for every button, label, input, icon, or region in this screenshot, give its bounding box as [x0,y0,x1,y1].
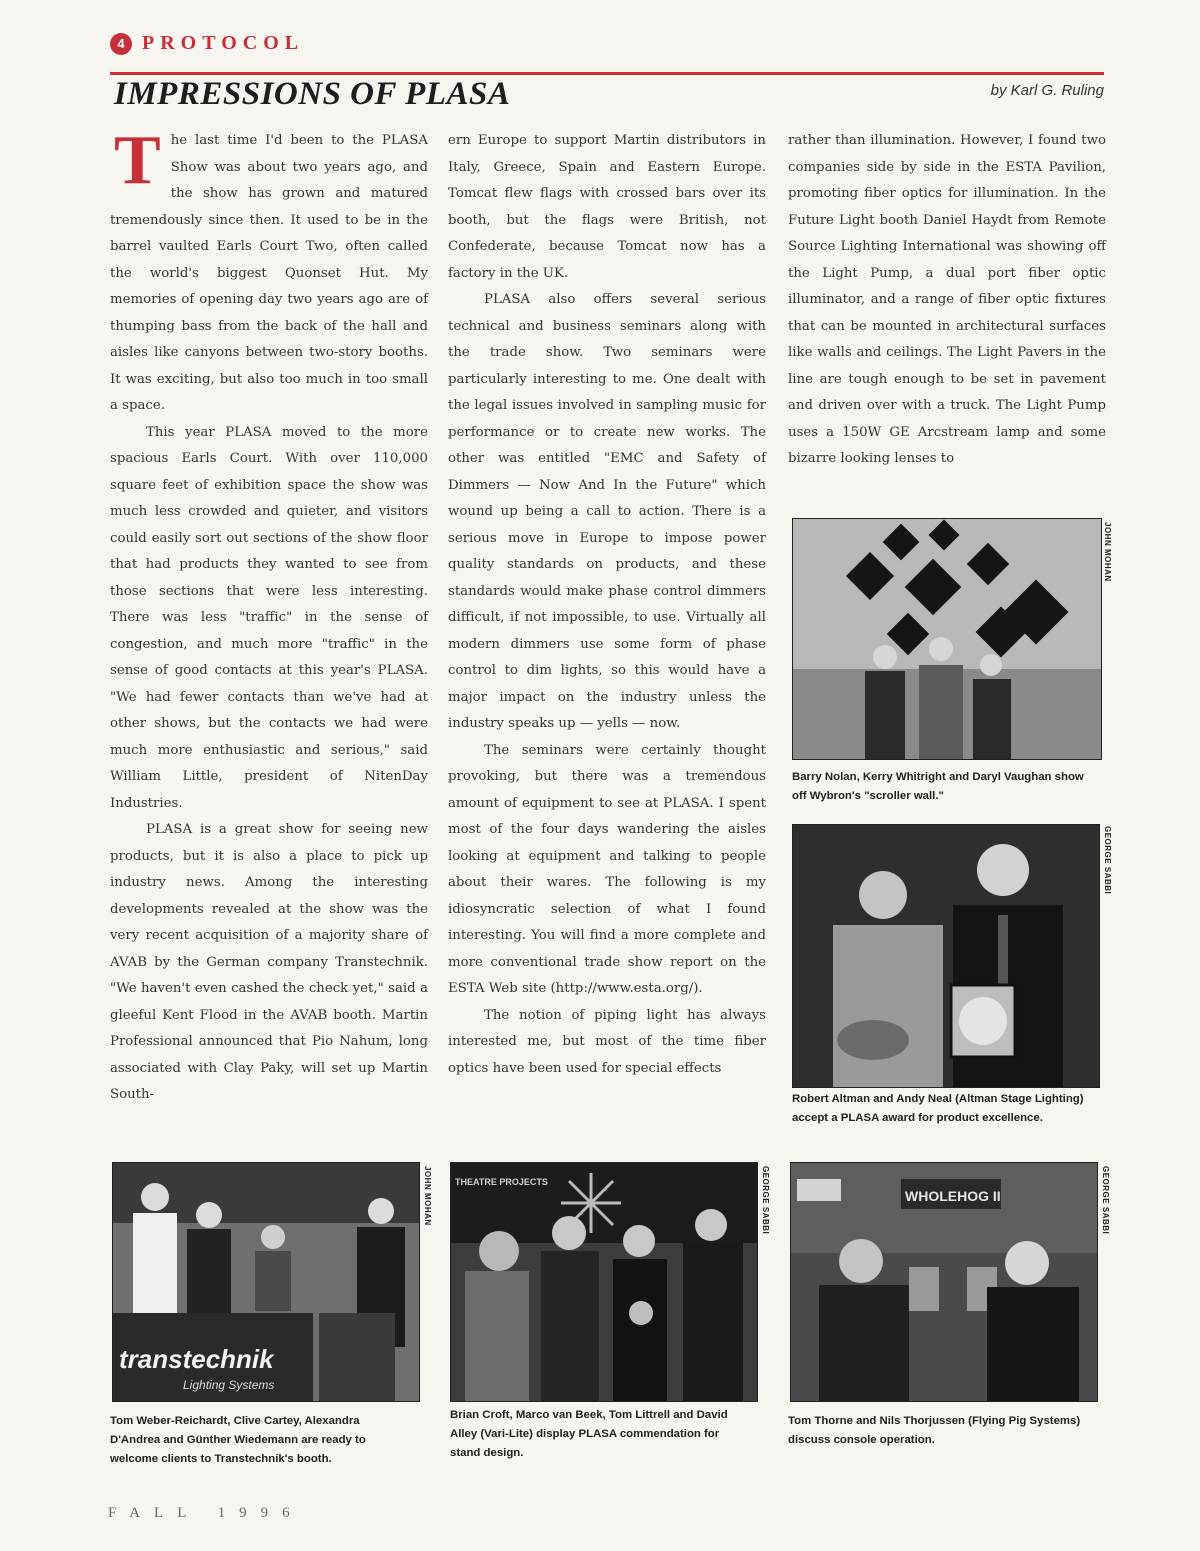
paragraph: PLASA also offers several serious technical and business seminars along with the trade show. Two seminars were particularly interesting to me. One dealt with the legal issues involved in sampling music for performance or to create new works. The other was entitled "EMC and Safety of Dimmers — Now And In the Future" which wound up being a call to action. There is a serious move in Europe to impose power quality standards on products, and these standards would make phase control dimmers difficult, if not impossible, to use. Virtually all modern dimmers use some form of phase control to dim lights, so this would have a major impact on the industry unless the industry speaks up — yells — now. [448,292,766,731]
booth-sign-subtext: Lighting Systems [183,1378,275,1392]
page-number-badge: 4 [110,33,132,55]
photo-credit: GEORGE SABBI [761,1166,770,1235]
paragraph-text: he last time I'd been to the PLASA Show was about two years ago, and the show has grown and matured tremendously since then. It used to be in the barrel vaulted Earls Court Two, often called the world's biggest Quonset Hut. My memories of opening day two years ago are of thumping bass from the back of the hall and aisles like canyons between two-story booths. It was exciting, but also too much in too small a space. [110,133,428,413]
photo-credit: JOHN MOHAN [423,1166,432,1226]
backdrop-sign-text: THEATRE PROJECTS [455,1177,548,1187]
article-column-1 [110,122,428,1109]
issue-footer: FALL 1996 [108,1505,304,1521]
photo-credit: GEORGE SABBI [1103,826,1112,895]
photo-credit: GEORGE SABBI [1101,1166,1110,1235]
paragraph [110,122,428,420]
paragraph: This year PLASA moved to the more spacious Earls Court. With over 110,000 square feet of exhibition space the show was much less crowded and quieter, and visitors could easily sort out sections of the show floor that had products they wanted to see from those sections that were less interesting. There was less "traffic" in the sense of congestion, and much more "traffic" in the sense of good contacts at this year's PLASA. "We had fewer contacts than we've had at other shows, but the contacts we had were much more enthusiastic and serious," said William Little, president of NitenDay Industries. [110,424,428,811]
booth-sign-text: transtechnik [119,1344,274,1374]
drop-cap: T [114,122,161,199]
photo-caption: Tom Thorne and Nils Thorjussen (Flying Pig Systems) discuss console operation. [788,1415,1081,1446]
photo-transtechnik-booth [112,1162,420,1402]
title-rule [110,72,1104,75]
photo-caption: Barry Nolan, Kerry Whitright and Daryl Vaughan show off Wybron's "scroller wall." [792,771,1084,802]
photo-scroller-wall [792,518,1102,760]
paragraph: ern Europe to support Martin distributors in Italy, Greece, Spain and Eastern Europe. Tomcat flew flags with crossed bars over its booth, but the flags were British, not Confederate, because Tomcat now has a factory in the UK. [448,133,766,281]
paragraph: The notion of piping light has always interested me, but most of the time fiber optics have been used for special effects [448,1007,766,1076]
console-sign-text: WHOLEHOG II [905,1188,1001,1204]
photo-vari-lite-commendation [450,1162,758,1402]
paragraph: PLASA is a great show for seeing new products, but it is also a place to pick up industry news. Among the interesting developments revealed at the show was the very recent acquisition of a majority share of AVAB by the German company Transtechnik. "We haven't even cashed the check yet," said a gleeful Kent Flood in the AVAB booth. Martin Professional announced that Pio Nahum, long associated with Clay Paky, will set up Martin South- [110,822,428,1102]
article-column-3 [788,128,1106,473]
photo-caption: Brian Croft, Marco van Beek, Tom Littrell and David Alley (Vari-Lite) display PLASA commendation for stand design. [450,1409,728,1459]
paragraph: The seminars were certainly thought provoking, but there was a tremendous amount of equipment to see at PLASA. I spent most of the four days wandering the aisles looking at equipment and talking to people about their wares. The following is my idiosyncratic selection of what I found interesting. You will find a more complete and more conventional trade show report on the ESTA Web site (http://www.esta.org/). [448,742,766,996]
photo-credit: JOHN MOHAN [1103,522,1112,582]
byline: by Karl G. Ruling [990,82,1104,99]
paragraph: rather than illumination. However, I found two companies side by side in the ESTA Pavilion, promoting fiber optics for illumination. In the Future Light booth Daniel Haydt from Remote Source Lighting International was showing off the Light Pump, a dual port fiber optic illuminator, and a range of fiber optic fixtures that can be mounted in architectural surfaces like walls and ceilings. The Light Pavers in the line are tough enough to be set in pavement and driven over with a truck. The Light Pump uses a 150W GE Arcstream lamp and some bizarre looking lenses to [788,133,1106,466]
article-title: IMPRESSIONS OF PLASA [114,76,511,112]
photo-caption: Robert Altman and Andy Neal (Altman Stage Lighting) accept a PLASA award for product excellence. [792,1093,1084,1124]
photo-wholehog-console [790,1162,1098,1402]
photo-award [792,824,1100,1088]
page-header [110,32,304,55]
section-name: PROTOCOL [142,32,305,54]
photo-caption: Tom Weber-Reichardt, Clive Cartey, Alexandra D'Andrea and Günther Wiedemann are ready to welcome clients to Transtechnik's booth. [110,1415,366,1465]
article-column-2 [448,128,766,1082]
